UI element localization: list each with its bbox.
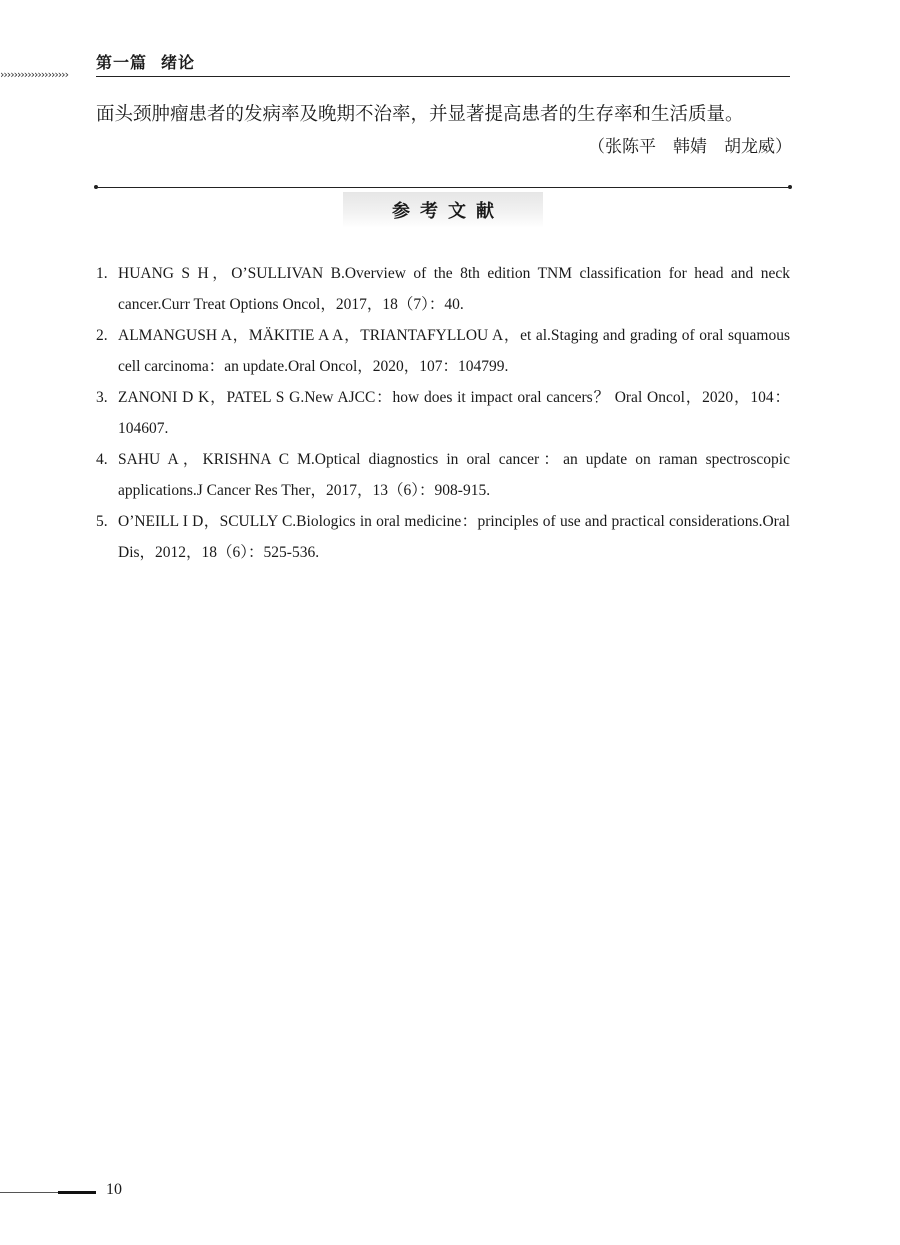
reference-item — [96, 258, 790, 320]
chevron-ornament-icon: ›››››››››››››››››››› — [0, 68, 68, 81]
footer-rule — [0, 1192, 62, 1193]
reference-text: HUANG S H，O’SULLIVAN B.Overview of the 8th edition TNM classification for head and neck cancer.Curr Treat Options Oncol，2017，18（7）：40. — [118, 265, 790, 313]
reference-item — [96, 320, 790, 382]
divider-dot-icon — [788, 185, 792, 189]
reference-number: 3. — [96, 389, 108, 406]
reference-number: 2. — [96, 327, 108, 344]
divider-dot-icon — [94, 185, 98, 189]
header-rule — [96, 76, 790, 77]
reference-item — [96, 444, 790, 506]
section-divider — [96, 187, 790, 188]
reference-item — [96, 506, 790, 568]
paragraph-end: 面头颈肿瘤患者的发病率及晚期不治率，并显著提高患者的生存率和生活质量。 — [96, 104, 744, 125]
reference-text: ALMANGUSH A，MÄKITIE A A，TRIANTAFYLLOU A，et al.Staging and grading of oral squamous cell carcinoma：an update.Oral Oncol，2020，107：104799. — [118, 327, 790, 375]
references-heading-box — [343, 192, 543, 228]
reference-text: ZANONI D K，PATEL S G.New AJCC：how does it impact oral cancers？ Oral Oncol，2020，104：104607. — [118, 389, 790, 437]
reference-item — [96, 382, 790, 444]
header-chapter: 绪论 — [161, 53, 196, 72]
header-title — [96, 50, 195, 73]
reference-list — [96, 258, 790, 568]
references-heading: 参考文献 — [392, 201, 504, 222]
footer-rule-accent — [58, 1191, 96, 1194]
reference-text: O’NEILL I D，SCULLY C.Biologics in oral medicine：principles of use and practical considerations.Oral Dis，2012，18（6）：525-536. — [118, 513, 790, 561]
reference-number: 5. — [96, 513, 108, 530]
reference-text: SAHU A，KRISHNA C M.Optical diagnostics in oral cancer：an update on raman spectroscopic applications.J Cancer Res Ther，2017，13（6）：908-915. — [118, 451, 790, 499]
reference-number: 4. — [96, 451, 108, 468]
header-part: 第一篇 — [96, 53, 148, 72]
page-number: 10 — [106, 1181, 122, 1198]
section-authors: （张陈平 韩婧 胡龙威） — [588, 137, 792, 157]
reference-number: 1. — [96, 265, 108, 282]
